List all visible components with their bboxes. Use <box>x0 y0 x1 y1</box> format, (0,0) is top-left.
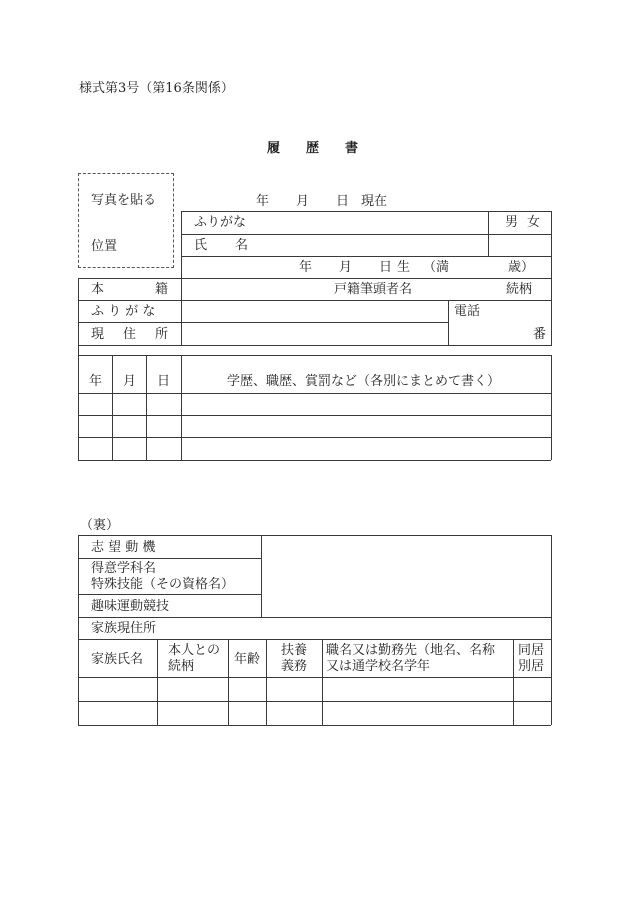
rule <box>78 393 551 394</box>
photo-label-1: 写真を貼る <box>91 193 157 208</box>
honseki-1: 本 <box>91 282 105 297</box>
subject-label-1: 得意学科名 <box>91 561 157 576</box>
rule <box>551 355 552 460</box>
rule <box>78 300 551 301</box>
sex-male: 男 <box>505 215 519 230</box>
rule <box>181 234 551 235</box>
rule <box>157 639 158 725</box>
rule <box>322 639 323 725</box>
history-col-desc: 学歴、職歴、賞罰など（各別にまとめて書く） <box>227 374 501 389</box>
rule <box>266 639 267 725</box>
family-address-label: 家族現住所 <box>91 621 157 636</box>
title-char-2: 歴 <box>306 141 320 156</box>
rule <box>78 677 551 678</box>
rule <box>78 617 551 618</box>
rule <box>78 437 551 438</box>
rule <box>78 639 551 640</box>
address-2: 住 <box>123 327 137 342</box>
rule <box>78 345 551 346</box>
family-support-header-2: 義務 <box>281 659 308 674</box>
rule <box>78 701 551 702</box>
rule <box>78 322 448 323</box>
family-work-header-2: 又は通学校名学年 <box>326 659 431 674</box>
furigana-label: ふりがな <box>194 215 247 230</box>
title-char-3: 書 <box>345 141 359 156</box>
family-work-header-1: 職名又は勤務先（地名、名称 <box>326 643 496 658</box>
age-close: 歳） <box>508 260 535 275</box>
rule <box>551 211 552 346</box>
zokugara-label: 続柄 <box>506 282 533 297</box>
rule <box>78 278 79 460</box>
birth-month: 月 <box>339 260 353 275</box>
history-col-year: 年 <box>89 374 103 389</box>
date-day: 日 <box>336 194 350 209</box>
rule <box>78 535 79 725</box>
rule <box>181 278 182 345</box>
rule <box>78 415 551 416</box>
family-relation-header-1: 本人との <box>168 643 221 658</box>
subject-label-2: 特殊技能（その資格名） <box>91 577 235 592</box>
sports-label: 趣味運動競技 <box>91 599 170 614</box>
name-label-1: 氏 <box>194 238 208 253</box>
rule <box>146 355 147 460</box>
rule <box>448 300 449 345</box>
ban-label: 番 <box>533 327 547 342</box>
furigana2-label: ふ り が な <box>91 304 156 319</box>
family-support-header-1: 扶養 <box>281 643 308 658</box>
form-number: 様式第3号（第16条関係） <box>79 81 234 96</box>
back-label: （裏） <box>80 518 120 533</box>
date-month: 月 <box>296 194 310 209</box>
date-current: 現在 <box>361 194 388 209</box>
rule <box>513 639 514 725</box>
rule <box>261 535 262 617</box>
motivation-label: 志 望 動 機 <box>91 540 156 555</box>
rule <box>228 639 229 725</box>
sex-female: 女 <box>527 215 541 230</box>
rule <box>78 355 551 356</box>
rule <box>78 594 261 595</box>
title-char-1: 履 <box>267 141 281 156</box>
rule <box>78 558 261 559</box>
rule <box>551 535 552 725</box>
koseki-head-label: 戸籍筆頭者名 <box>334 282 413 297</box>
family-age-header: 年齢 <box>234 652 261 667</box>
rule <box>112 355 113 460</box>
history-col-month: 月 <box>123 374 137 389</box>
rule <box>181 211 182 278</box>
photo-label-2: 位置 <box>91 239 118 254</box>
rule <box>78 535 551 536</box>
family-name-header: 家族氏名 <box>91 652 144 667</box>
family-relation-header-2: 続柄 <box>168 659 195 674</box>
family-live-header-1: 同居 <box>518 643 545 658</box>
honseki-2: 籍 <box>155 282 169 297</box>
date-year: 年 <box>256 194 270 209</box>
birth-day: 日 <box>379 260 393 275</box>
rule <box>78 460 551 461</box>
history-col-day: 日 <box>157 374 171 389</box>
birth-year: 年 <box>299 260 313 275</box>
address-3: 所 <box>155 327 169 342</box>
rule <box>78 725 551 726</box>
age-open: （満 <box>423 260 450 275</box>
phone-label: 電話 <box>454 304 481 319</box>
address-1: 現 <box>91 327 105 342</box>
rule <box>488 211 489 256</box>
rule <box>181 355 182 460</box>
rule <box>181 256 551 257</box>
name-label-2: 名 <box>235 238 249 253</box>
family-live-header-2: 別居 <box>518 659 545 674</box>
birth-sei: 生 <box>397 260 411 275</box>
rule <box>78 278 551 279</box>
rule <box>181 211 551 212</box>
